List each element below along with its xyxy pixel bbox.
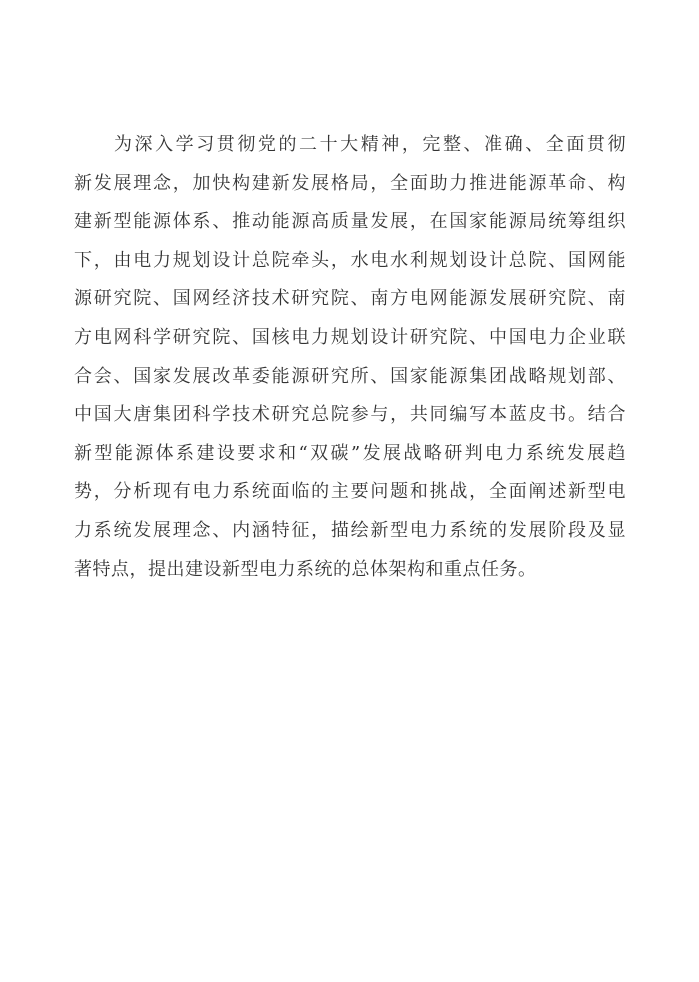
paragraph-line: 中国大唐集团科学技术研究总院参与，共同编写本蓝皮书。结合	[74, 404, 626, 426]
paragraph-line: 合会、国家发展改革委能源研究所、国家能源集团战略规划部、	[74, 365, 626, 387]
paragraph-line: 势，分析现有电力系统面临的主要问题和挑战，全面阐述新型电	[74, 481, 626, 503]
paragraph-line: 力系统发展理念、内涵特征，描绘新型电力系统的发展阶段及显	[74, 519, 626, 541]
body-paragraph	[74, 126, 626, 589]
paragraph-line: 方电网科学研究院、国核电力规划设计研究院、中国电力企业联	[74, 326, 626, 348]
paragraph-line: 著特点，提出建设新型电力系统的总体架构和重点任务。	[74, 558, 537, 580]
paragraph-line: 下，由电力规划设计总院牵头，水电水利规划设计总院、国网能	[74, 249, 626, 271]
paragraph-line: 源研究院、国网经济技术研究院、南方电网能源发展研究院、南	[74, 288, 626, 310]
paragraph-line: 新发展理念，加快构建新发展格局，全面助力推进能源革命、构	[74, 172, 626, 194]
paragraph-line: 为深入学习贯彻党的二十大精神，完整、准确、全面贯彻	[114, 134, 626, 155]
paragraph-line: 新型能源体系建设要求和“双碳”发展战略研判电力系统发展趋	[74, 442, 626, 464]
paragraph-line: 建新型能源体系、推动能源高质量发展，在国家能源局统筹组织	[74, 211, 626, 233]
